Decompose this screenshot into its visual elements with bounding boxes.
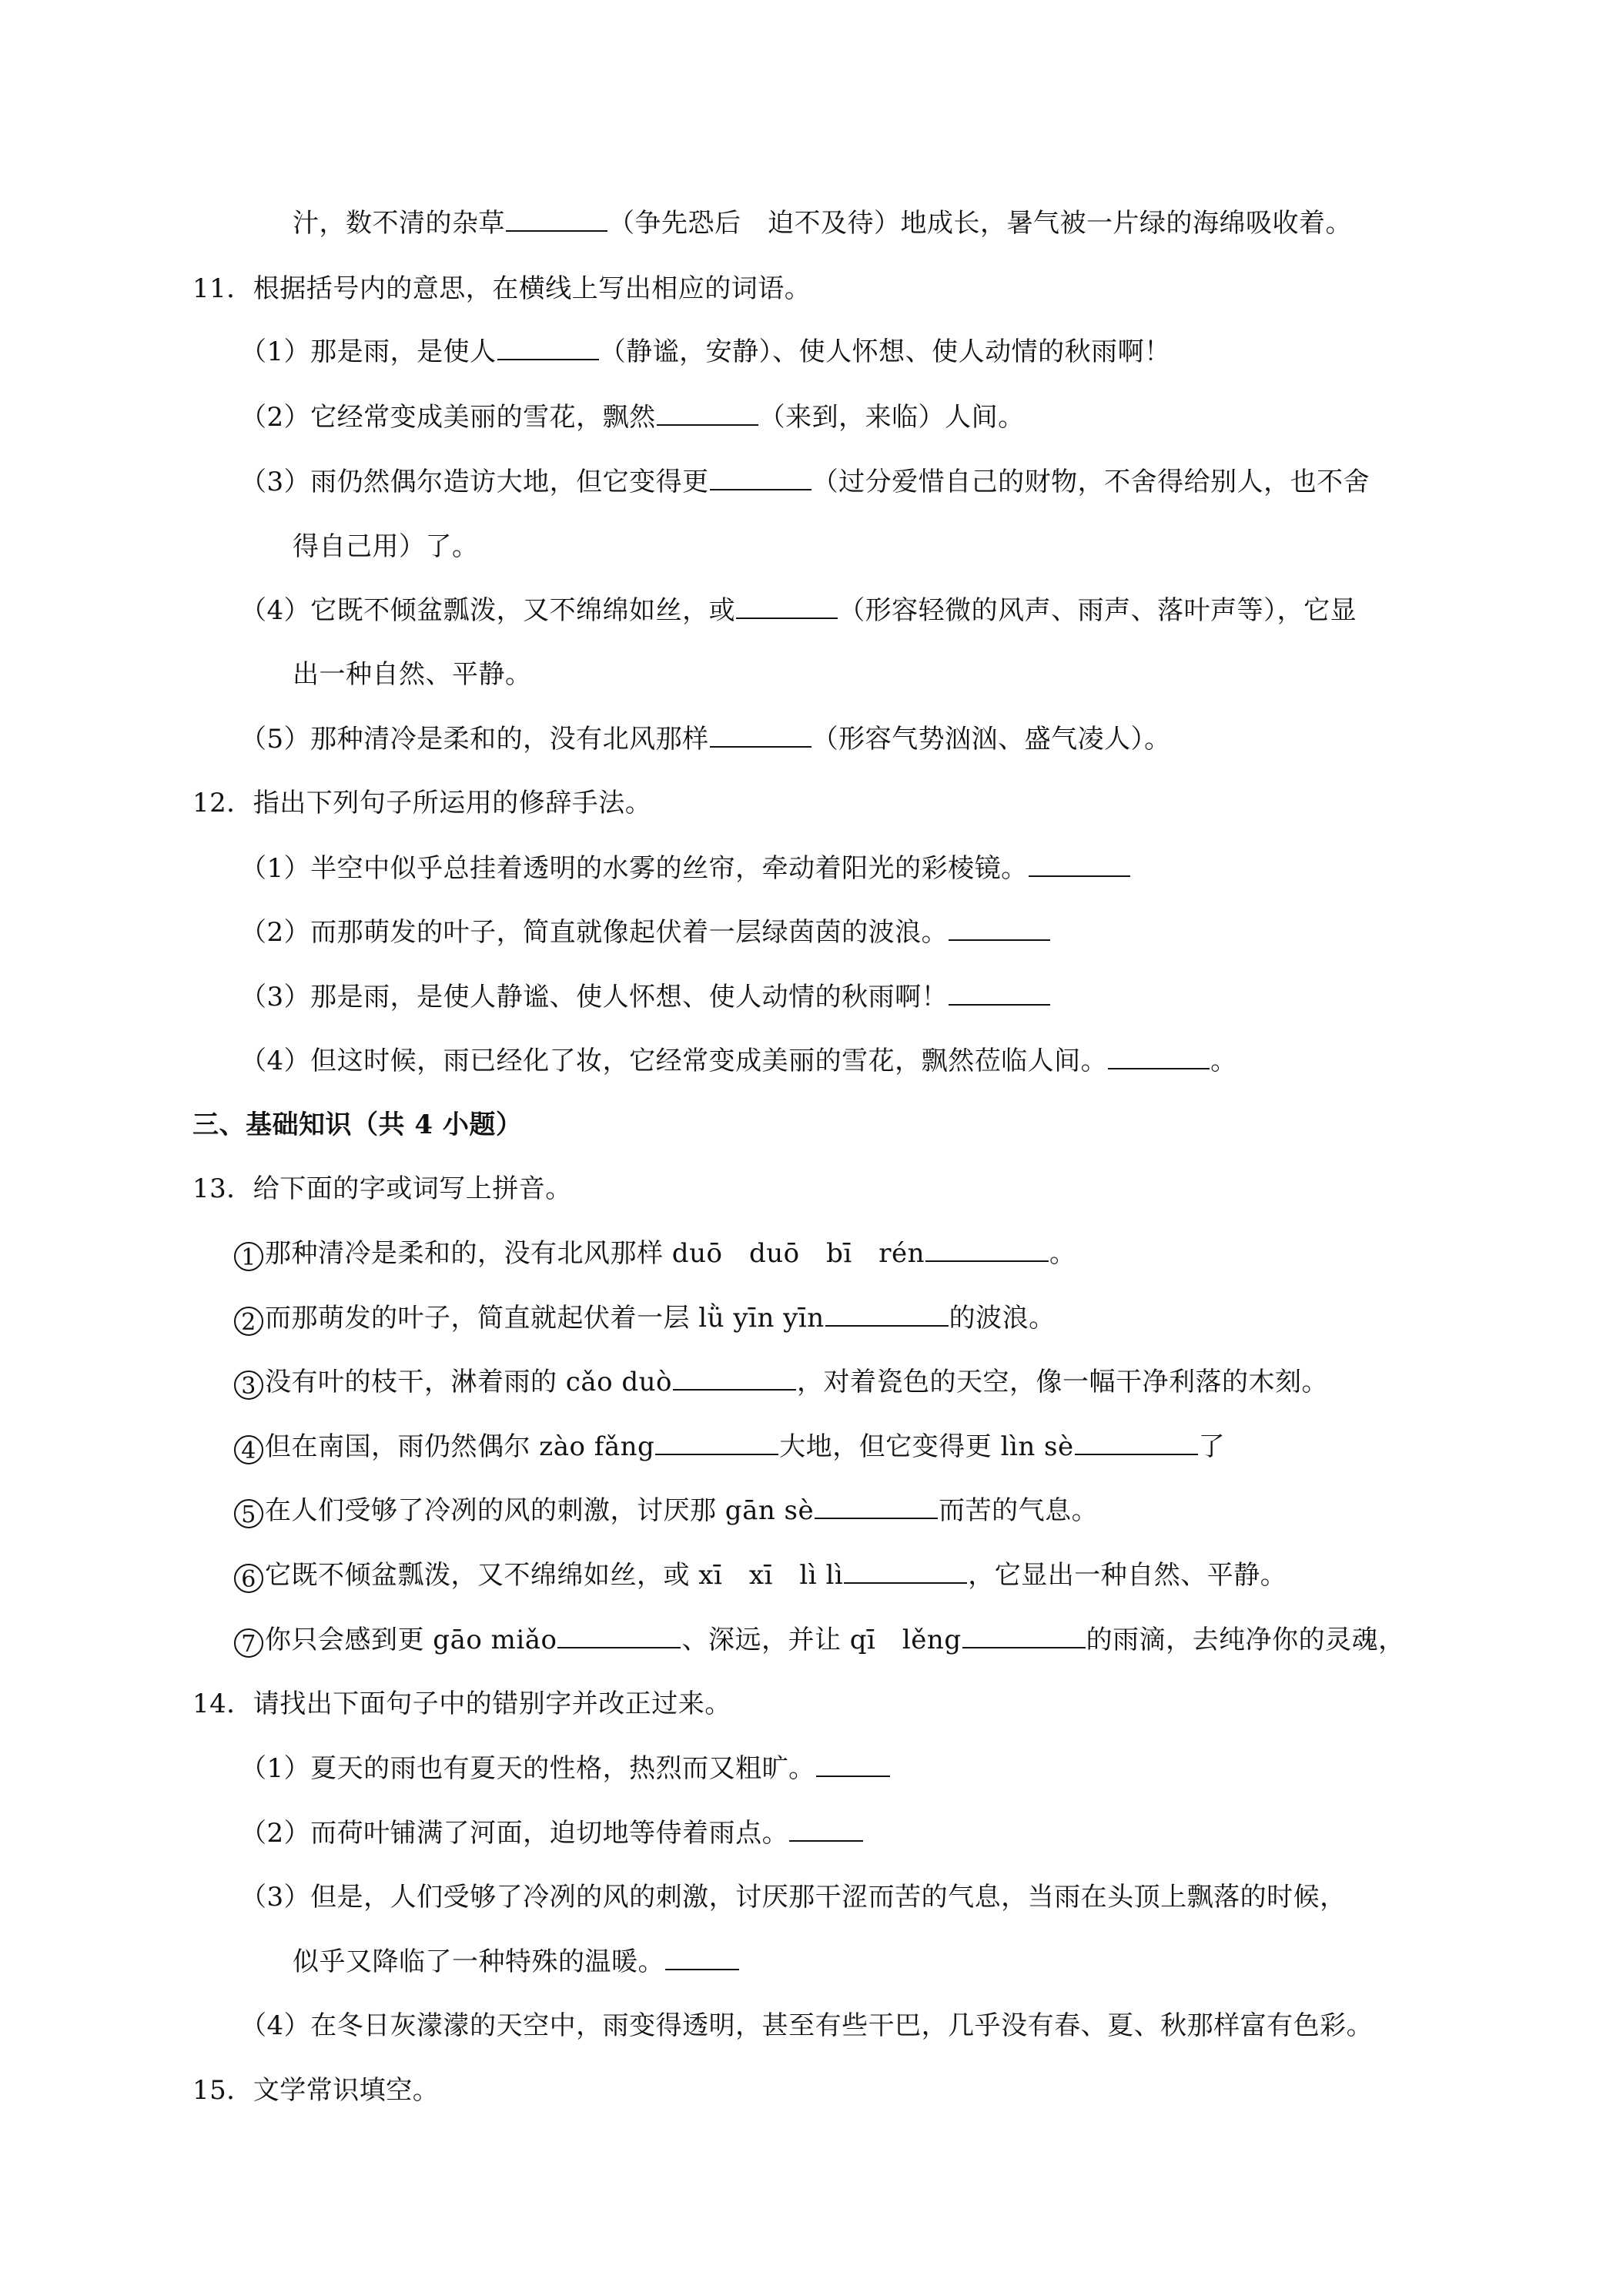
q13-item-2-pre: 而那萌发的叶子，简直就起伏着一层 lǜ yīn yīn — [265, 1303, 825, 1334]
q13-item-7-post: 的雨滴，去纯净你的灵魂， — [1086, 1625, 1405, 1655]
blank — [506, 206, 607, 232]
q10-tail-post: （争先恐后 迫不及待）地成长，暑气被一片绿的海绵吸收着。 — [608, 208, 1352, 239]
q14-item-1 — [240, 1750, 891, 1787]
blank — [710, 464, 812, 490]
blank — [789, 1816, 863, 1842]
q11-item-3-pre: （3）雨仍然偶尔造访大地，但它变得更 — [240, 467, 709, 497]
q13-item-7-mid: 、深远，并让 qī lěng — [681, 1625, 962, 1655]
blank — [844, 1558, 967, 1584]
blank — [1108, 1043, 1210, 1069]
q14-item-3-cont — [293, 1943, 740, 1980]
q14-item-1-text: （1）夏天的雨也有夏天的性格，热烈而又粗旷。 — [240, 1753, 815, 1784]
q11-item-4-cont: 出一种自然、平静。 — [293, 659, 532, 690]
blank — [1029, 851, 1130, 877]
q10-tail-pre: 汁，数不清的杂草 — [293, 208, 505, 239]
q10-tail-line — [293, 205, 1352, 242]
q13-item-5-post: 而苦的气息。 — [939, 1495, 1099, 1526]
q12-item-4-text: （4）但这时候，雨已经化了妆，它经常变成美丽的雪花，飘然莅临人间。 — [240, 1046, 1108, 1076]
blank — [949, 979, 1050, 1006]
q14-title: 14．请找出下面句子中的错别字并改正过来。 — [192, 1689, 731, 1719]
q14-item-2 — [240, 1815, 864, 1852]
circled-number: 3 — [234, 1371, 263, 1400]
blank — [557, 1622, 681, 1648]
q13-item-7-pre: 你只会感到更 gāo miǎo — [265, 1625, 557, 1655]
q11-item-5-post: （形容气势汹汹、盛气凌人）。 — [812, 724, 1171, 755]
q13-item-6-post: ，它显出一种自然、平静。 — [968, 1560, 1287, 1591]
blank — [655, 1429, 778, 1455]
section-heading: 三、基础知识（共 4 小题） — [192, 1110, 523, 1140]
blank — [815, 1493, 938, 1519]
blank — [949, 915, 1050, 941]
blank — [665, 1944, 739, 1970]
blank — [825, 1300, 949, 1327]
blank — [816, 1751, 890, 1777]
q11-item-1 — [240, 333, 1171, 370]
q13-title: 13．给下面的字或词写上拼音。 — [192, 1173, 572, 1204]
q13-item-1-post: 。 — [1049, 1238, 1076, 1269]
q12-item-1-text: （1）半空中似乎总挂着透明的水雾的丝帘，牵动着阳光的彩棱镜。 — [240, 853, 1028, 884]
q11-item-2-post: （来到，来临）人间。 — [758, 402, 1025, 433]
q12-item-4-end: 。 — [1210, 1046, 1237, 1076]
q12-item-3 — [240, 979, 1051, 1016]
q13-item-6-pre: 它既不倾盆瓢泼，又不绵绵如丝，或 xī xī lì lì — [265, 1560, 844, 1591]
q14-item-3: （3）但是，人们受够了冷冽的风的刺激，讨厌那干涩而苦的气息，当雨在头顶上飘落的时候， — [240, 1882, 1347, 1913]
q11-item-1-pre: （1）那是雨，是使人 — [240, 336, 497, 367]
q13-item-4-post: 了 — [1198, 1431, 1226, 1462]
q11-item-3 — [240, 464, 1370, 500]
q11-item-1-post: （静谧，安静）、使人怀想、使人动情的秋雨啊！ — [599, 336, 1171, 367]
q13-item-4-pre: 但在南国，雨仍然偶尔 zào fǎng — [265, 1431, 655, 1462]
q11-item-2 — [240, 399, 1025, 436]
blank — [1075, 1429, 1198, 1455]
q11-item-3-cont: 得自己用）了。 — [293, 531, 479, 562]
q11-item-4 — [240, 592, 1357, 629]
q12-item-3-text: （3）那是雨，是使人静谧、使人怀想、使人动情的秋雨啊！ — [240, 982, 949, 1012]
q11-title: 11．根据括号内的意思，在横线上写出相应的词语。 — [192, 273, 812, 304]
q12-item-4 — [240, 1043, 1237, 1079]
blank — [497, 334, 599, 360]
q13-item-7 — [234, 1622, 1405, 1658]
q15-title: 15．文学常识填空。 — [192, 2075, 440, 2106]
q13-item-3 — [234, 1364, 1328, 1401]
q14-item-4: （4）在冬日灰濛濛的天空中，雨变得透明，甚至有些干巴，几乎没有春、夏、秋那样富有色彩。 — [240, 2010, 1374, 2041]
q14-item-3-cont-text: 似乎又降临了一种特殊的温暖。 — [293, 1946, 664, 1977]
q13-item-5 — [234, 1492, 1098, 1529]
q12-title: 12．指出下列句子所运用的修辞手法。 — [192, 788, 652, 818]
blank — [962, 1622, 1086, 1648]
q12-item-2-text: （2）而那萌发的叶子，简直就像起伏着一层绿茵茵的波浪。 — [240, 917, 949, 948]
q13-item-3-pre: 没有叶的枝干，淋着雨的 cǎo duò — [265, 1367, 673, 1397]
circled-number: 6 — [234, 1564, 263, 1593]
q12-item-2 — [240, 914, 1051, 951]
q13-item-6 — [234, 1557, 1287, 1594]
q13-item-2 — [234, 1300, 1056, 1337]
q13-item-4-mid: 大地，但它变得更 lìn sè — [779, 1431, 1074, 1462]
q14-item-2-text: （2）而荷叶铺满了河面，迫切地等侍着雨点。 — [240, 1818, 789, 1849]
q12-item-1 — [240, 850, 1131, 887]
q11-item-3-post: （过分爱惜自己的财物，不舍得给别人，也不舍 — [812, 467, 1370, 497]
circled-number: 5 — [234, 1499, 263, 1528]
blank — [925, 1236, 1049, 1262]
circled-number: 2 — [234, 1307, 263, 1336]
circled-number: 4 — [234, 1435, 263, 1464]
q13-item-1-pre: 那种清冷是柔和的，没有北风那样 duō duō bī rén — [265, 1238, 925, 1269]
q13-item-4 — [234, 1428, 1225, 1465]
blank — [710, 721, 812, 748]
q11-item-4-post: （形容轻微的风声、雨声、落叶声等），它显 — [838, 595, 1357, 626]
q13-item-3-post: ，对着瓷色的天空，像一幅干净利落的木刻。 — [797, 1367, 1329, 1397]
q13-item-5-pre: 在人们受够了冷冽的风的刺激，讨厌那 gān sè — [265, 1495, 815, 1526]
q11-item-5 — [240, 721, 1171, 758]
q11-item-5-pre: （5）那种清冷是柔和的，没有北风那样 — [240, 724, 709, 755]
q13-item-2-post: 的波浪。 — [949, 1303, 1056, 1334]
blank — [673, 1364, 796, 1391]
q11-item-2-pre: （2）它经常变成美丽的雪花，飘然 — [240, 402, 656, 433]
q11-item-4-pre: （4）它既不倾盆瓢泼，又不绵绵如丝，或 — [240, 595, 736, 626]
blank — [736, 593, 838, 619]
q13-item-1 — [234, 1235, 1076, 1272]
circled-number: 1 — [234, 1242, 263, 1271]
blank — [657, 400, 758, 426]
circled-number: 7 — [234, 1628, 263, 1658]
